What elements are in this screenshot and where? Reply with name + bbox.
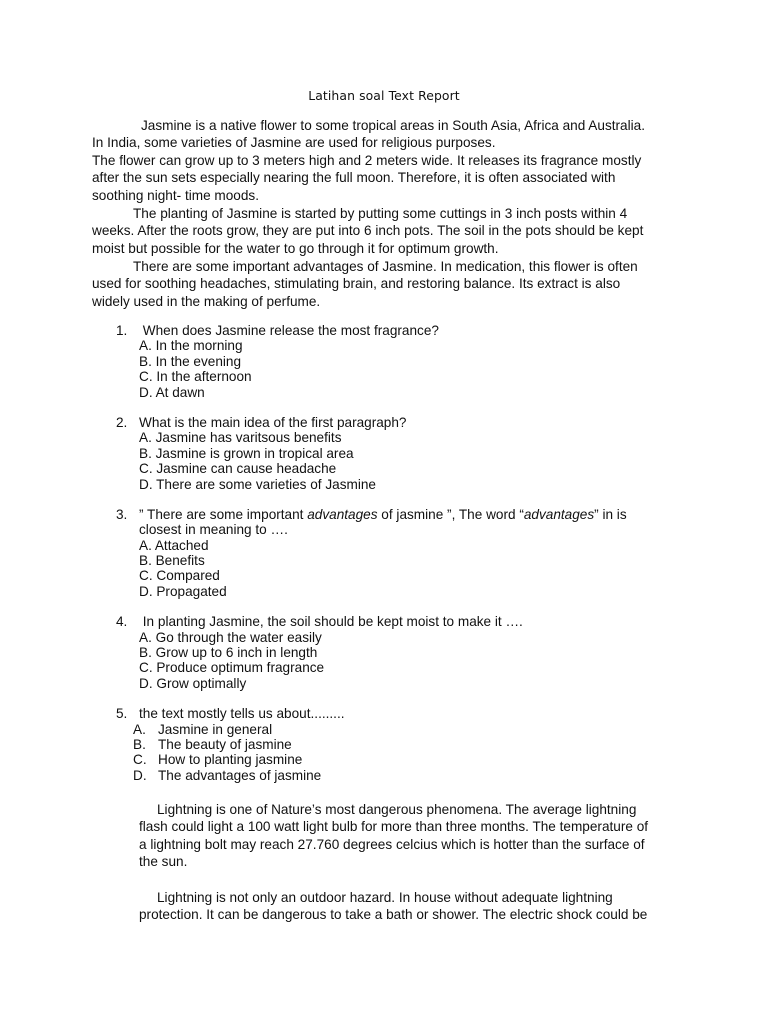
question-text: When does Jasmine release the most fragrance? <box>139 323 439 338</box>
text-line: protection. It can be dangerous to take a bath or shower. The electric shock could be <box>139 907 648 923</box>
question-number: 3. <box>116 506 128 522</box>
text-line: widely used in the making of perfume. <box>92 293 321 309</box>
text-line: The planting of Jasmine is started by putting some cuttings in 3 inch posts within 4 <box>133 206 628 221</box>
question-number: 2. <box>116 414 128 430</box>
question-4 <box>116 614 696 691</box>
option-text: The advantages of jasmine <box>158 767 322 783</box>
answer-option: D. At dawn <box>139 384 205 400</box>
question-emphasis: advantages <box>307 506 378 522</box>
lightning-paragraph-2 <box>139 889 679 924</box>
answer-option: C. Jasmine can cause headache <box>139 461 337 477</box>
answer-option: A. In the morning <box>139 338 243 354</box>
text-line: after the sun sets especially nearing the full moon. Therefore, it is often associated with <box>92 170 616 186</box>
answer-option: D. There are some varieties of Jasmine <box>139 476 376 492</box>
text-line: Lightning is not only an outdoor hazard. In house without adequate lightning <box>157 890 613 905</box>
option-letter: A. <box>133 721 146 737</box>
option-letter: B. <box>133 736 146 752</box>
text-line: the sun. <box>139 854 188 870</box>
question-3 <box>116 507 696 599</box>
answer-option: B. Benefits <box>139 553 205 569</box>
option-letter: D. <box>133 767 147 783</box>
text-line: There are some important advantages of Jasmine. In medication, this flower is often <box>133 259 638 274</box>
answer-option: D. Grow optimally <box>139 675 247 691</box>
answer-option: B. Jasmine is grown in tropical area <box>139 445 354 461</box>
answer-option: A. Attached <box>139 537 209 553</box>
option-text: The beauty of jasmine <box>158 736 292 752</box>
question-text: the text mostly tells us about......... <box>139 706 345 722</box>
answer-option: B. Grow up to 6 inch in length <box>139 645 318 661</box>
question-5 <box>116 706 696 783</box>
answer-option: B. In the evening <box>139 353 242 369</box>
question-1 <box>116 323 696 400</box>
answer-option <box>116 752 696 767</box>
text-line: The flower can grow up to 3 meters high and 2 meters wide. It releases its fragrance mostly <box>92 152 642 168</box>
answer-option: C. Produce optimum fragrance <box>139 660 325 676</box>
answer-option <box>116 722 696 737</box>
text-line: weeks. After the roots grow, they are put into 6 inch pots. The soil in the pots should be kept <box>92 223 644 239</box>
question-text-mid: of jasmine ”, The word “ <box>377 506 524 522</box>
question-text-pre: ” There are some important <box>139 506 308 522</box>
jasmine-paragraph-3 <box>92 258 672 310</box>
text-line: a lightning bolt may reach 27.760 degrees celcius which is hotter than the surface of <box>139 836 645 852</box>
answer-option <box>116 737 696 752</box>
question-text: What is the main idea of the first paragraph? <box>139 414 407 430</box>
text-line: In India, some varieties of Jasmine are used for religious purposes. <box>92 135 496 151</box>
answer-option: C. In the afternoon <box>139 369 252 385</box>
text-line: Lightning is one of Nature’s most dangerous phenomena. The average lightning <box>157 802 637 817</box>
text-line: soothing night- time moods. <box>92 187 259 203</box>
question-number: 5. <box>116 706 128 722</box>
answer-option <box>116 768 696 783</box>
question-list <box>116 323 696 798</box>
jasmine-paragraph-1 <box>92 117 672 204</box>
option-text: Jasmine in general <box>158 721 273 737</box>
answer-option: C. Compared <box>139 568 220 584</box>
question-number: 4. <box>116 614 128 630</box>
question-number: 1. <box>116 323 128 338</box>
text-line: flash could light a 100 watt light bulb for more than three months. The temperature of <box>139 819 649 835</box>
question-text: In planting Jasmine, the soil should be kept moist to make it …. <box>139 614 523 630</box>
text-line: used for soothing headaches, stimulating brain, and restoring balance. Its extract is also <box>92 276 621 292</box>
text-line: Jasmine is a native flower to some tropical areas in South Asia, Africa and Australia. <box>141 118 645 133</box>
question-emphasis: advantages <box>523 506 595 522</box>
answer-option: A. Go through the water easily <box>139 629 322 645</box>
answer-option: A. Jasmine has varitsous benefits <box>139 430 342 446</box>
jasmine-paragraph-2 <box>92 205 672 257</box>
answer-option: D. Propagated <box>139 583 227 599</box>
question-2 <box>116 415 696 492</box>
document-title: Latihan soal Text Report <box>308 88 460 103</box>
question-text-post: ” in is <box>594 506 627 522</box>
option-text: How to planting jasmine <box>158 752 303 768</box>
text-line: moist but possible for the water to go through it for optimum growth. <box>92 240 499 256</box>
option-letter: C. <box>133 752 147 768</box>
lightning-paragraph-1 <box>139 801 679 871</box>
question-text-continued: closest in meaning to …. <box>139 522 288 538</box>
